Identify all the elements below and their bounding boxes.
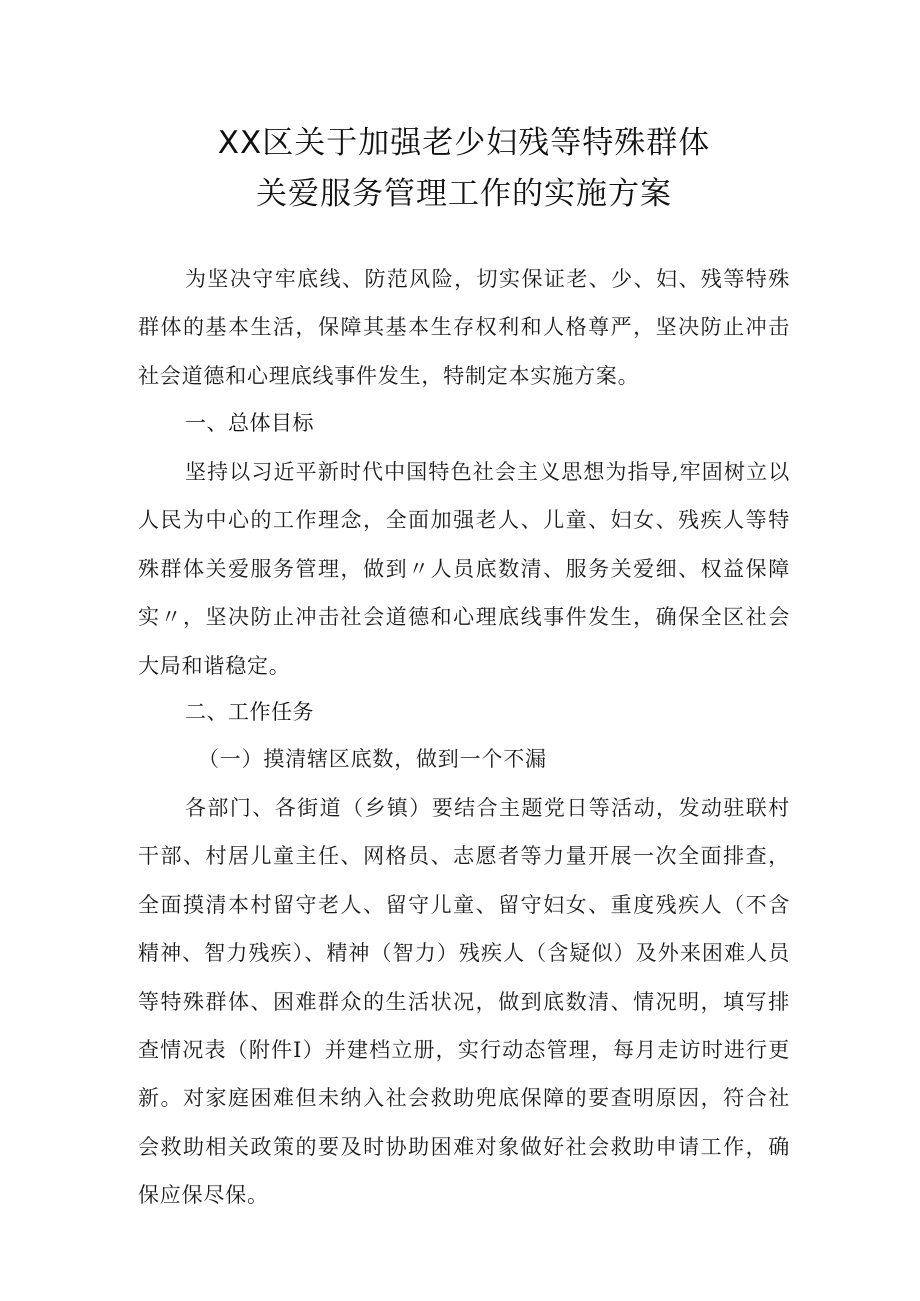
section-2-paragraph-1: 各部门、各街道（乡镇）要结合主题党日等活动，发动驻联村干部、村居儿童主任、网格员、志愿者等力量开展一次全面排查，全面摸清本村留守老人、留守儿童、留守妇女、重度残疾人（不含精神、智力残疾）、精神（智力）残疾人（含疑似）及外来困难人员等特殊群体、困难群众的生活状况，做到底数清、情况明，填写排查情况表（附件I）并建档立册，实行动态管理，每月走访时进行更新。对家庭困难但未纳入社会救助兜底保障的要查明原因，符合社会救助相关政策的要及时协助困难对象做好社会救助申请工作，确保应保尽保。 [138,796,790,1208]
section-1-heading: 一、总体目标 [185,411,314,435]
document-title-line-2: 关爱服务管理工作的实施方案 [256,176,672,212]
intro-paragraph: 为坚决守牢底线、防范风险，切实保证老、少、妇、残等特殊群体的基本生活，保障其基本生存权利和人格尊严，坚决防止冲击社会道德和心理底线事件发生，特制定本实施方案。 [138,267,790,388]
document-title-line-1: XX区关于加强老少妇残等特殊群体 [217,125,711,161]
section-1-paragraph: 坚持以习近平新时代中国特色社会主义思想为指导,牢固树立以人民为中心的工作理念，全面加强老人、儿童、妇女、残疾人等特殊群体关爱服务管理，做到〃人员底数清、服务关爱细、权益保障实〃，坚决防止冲击社会道德和心理底线事件发生，确保全区社会大局和谐稳定。 [138,460,790,678]
section-2-subheading-1: （一）摸清辖区底数，做到一个不漏 [198,747,547,771]
section-2-heading: 二、工作任务 [185,700,314,724]
